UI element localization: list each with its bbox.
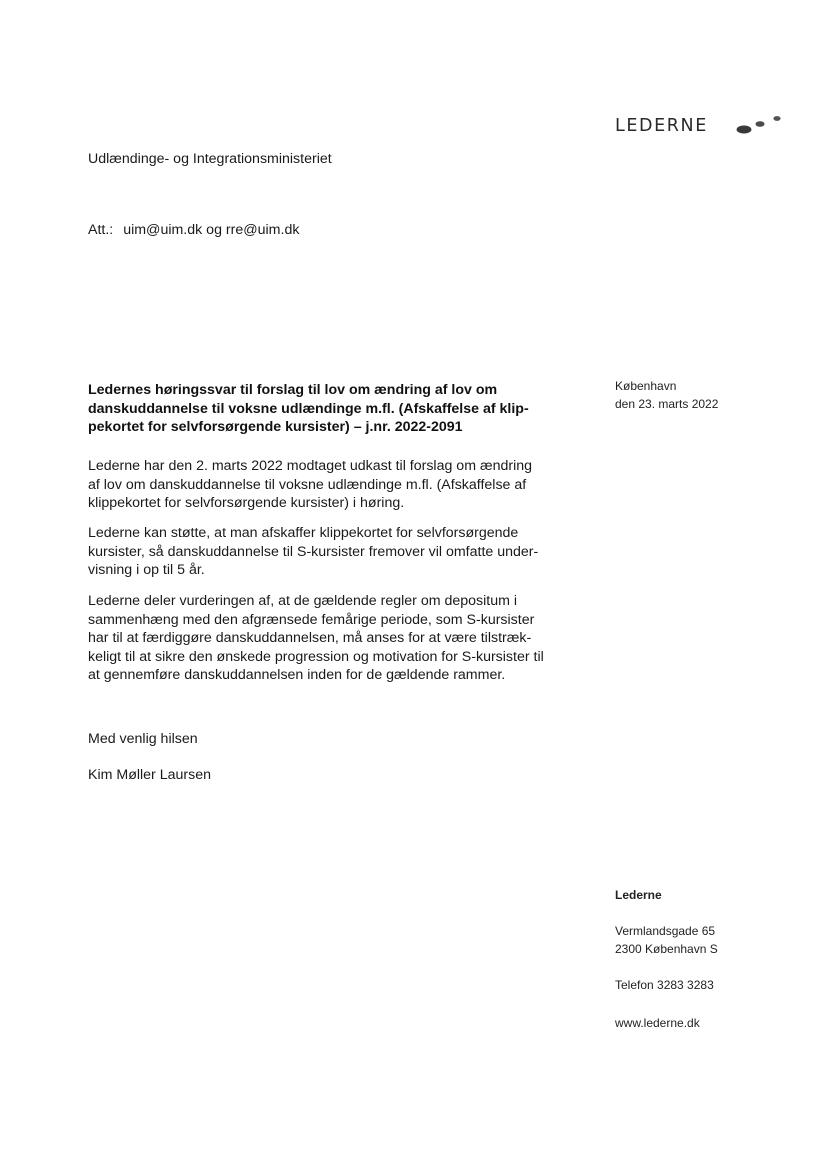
paragraph-line: visning i op til 5 år. [88, 562, 205, 578]
body-paragraph-2 [88, 524, 578, 580]
paragraph-line: Lederne deler vurderingen af, at de gældende regler om depositum i [88, 593, 518, 609]
lederne-dots-logo-icon [735, 112, 785, 142]
subject-line: Ledernes høringssvar til forslag til lov om ændring af lov om [88, 382, 498, 398]
attention-emails: uim@uim.dk og rre@uim.dk [123, 222, 300, 238]
address-line: 2300 København S [615, 942, 718, 956]
paragraph-line: kursister, så danskuddannelse til S-kursister fremover vil omfatte under- [88, 543, 539, 560]
logo-wordmark: LEDERNE [615, 116, 708, 136]
closing-greeting: Med venlig hilsen [88, 731, 198, 747]
paragraph-line: sammenhæng med den afgrænsede femårige periode, som S-kursister [88, 611, 535, 628]
subject-line: danskuddannelse til voksne udlændinge m.fl. (Afskaffelse af klip- [88, 400, 529, 417]
address-line: Vermlandsgade 65 [615, 924, 716, 938]
attention-line [88, 221, 299, 239]
recipient-address: Udlændinge- og Integrationsministeriet [88, 151, 332, 167]
paragraph-line: Lederne har den 2. marts 2022 modtaget udkast til forslag om ændring [88, 458, 533, 474]
paragraph-line: Lederne kan støtte, at man afskaffer klippekortet for selvforsørgende [88, 525, 519, 541]
footer-phone: Telefon 3283 3283 [615, 978, 714, 992]
place-date-block [615, 377, 718, 413]
body-paragraph-1 [88, 457, 578, 513]
paragraph-line: har til at færdiggøre danskuddannelsen, må anses for at være tilstræk- [88, 630, 532, 646]
letter-date: den 23. marts 2022 [615, 397, 719, 411]
paragraph-line: keligt til at sikre den ønskede progression og motivation for S-kursister til [88, 648, 544, 665]
city: København [615, 379, 677, 393]
body-paragraph-3 [88, 592, 578, 685]
signer-name: Kim Møller Laursen [88, 767, 211, 783]
paragraph-line: klippekortet for selvforsørgende kursister) i høring. [88, 495, 405, 511]
lederne-logo [615, 112, 790, 142]
footer-address [615, 922, 718, 958]
subject-line: pekortet for selvforsørgende kursister) – j.nr. 2022-2091 [88, 419, 463, 435]
footer-organization: Lederne [615, 888, 662, 902]
footer-website: www.lederne.dk [615, 1016, 700, 1030]
paragraph-line: at gennemføre danskuddannelsen inden for de gældende rammer. [88, 667, 506, 683]
paragraph-line: af lov om danskuddannelse til voksne udlændinge m.fl. (Afskaffelse af [88, 476, 527, 493]
attention-label: Att.: [88, 222, 114, 238]
letter-subject [88, 381, 568, 437]
